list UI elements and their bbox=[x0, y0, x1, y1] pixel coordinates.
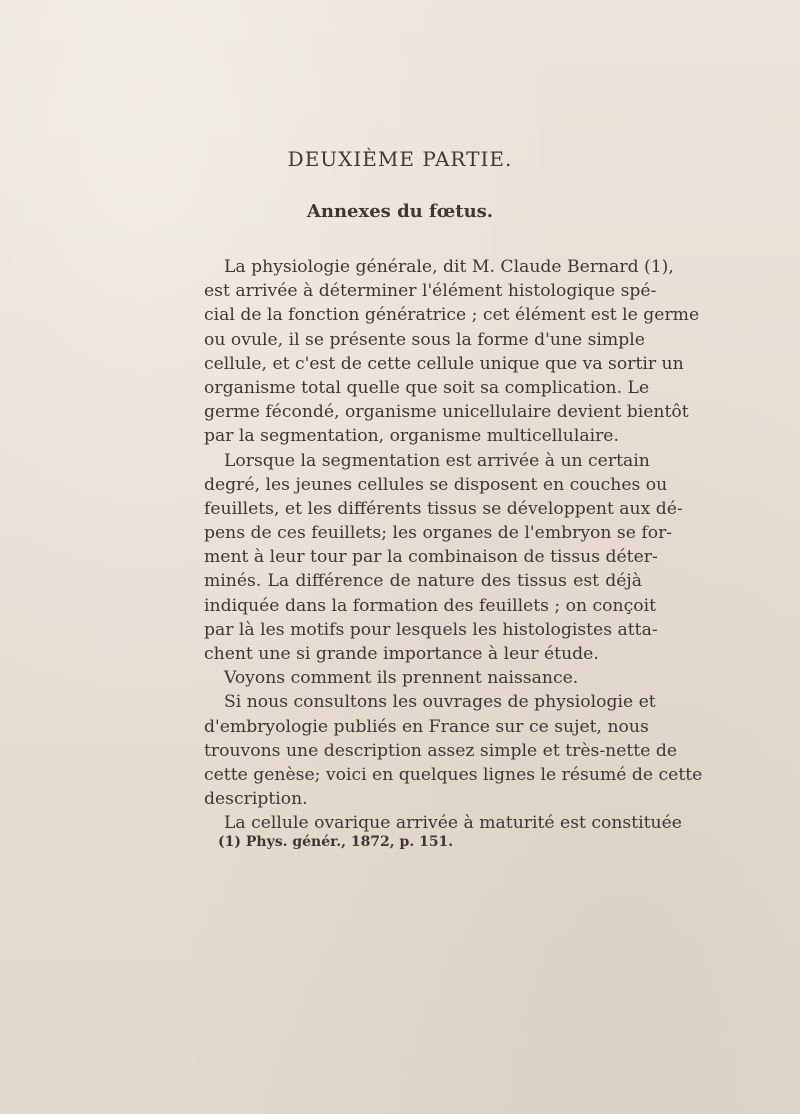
text-line: d'embryologie publiés en France sur ce sujet, nous bbox=[204, 716, 649, 737]
text-line: indiquée dans la formation des feuillets ; on conçoit bbox=[204, 595, 656, 616]
text-line: cial de la fonction génératrice ; cet élément est le germe bbox=[204, 305, 700, 326]
text-line: Si nous consultons les ouvrages de physiologie et bbox=[224, 692, 656, 713]
text-line: feuillets, et les différents tissus se développent aux dé- bbox=[204, 498, 683, 519]
text-line: cette genèse; voici en quelques lignes le résumé de cette bbox=[204, 764, 703, 785]
text-line: description. bbox=[204, 789, 308, 810]
text-line: est arrivée à déterminer l'élément histologique spé- bbox=[204, 281, 657, 302]
text-line: Lorsque la segmentation est arrivée à un certain bbox=[224, 450, 650, 471]
text-line: La cellule ovarique arrivée à maturité est constituée bbox=[224, 813, 682, 834]
footnote: (1) Phys. génér., 1872, p. 151. bbox=[218, 834, 454, 850]
text-line: degré, les jeunes cellules se disposent en couches ou bbox=[204, 474, 668, 495]
text-line: chent une si grande importance à leur étude. bbox=[204, 644, 599, 664]
section-title: Annexes du fœtus. bbox=[306, 201, 494, 222]
text-line: pens de ces feuillets; les organes de l'embryon se for- bbox=[204, 523, 673, 544]
text-line: Voyons comment ils prennent naissance. bbox=[224, 668, 579, 689]
text-line: cellule, et c'est de cette cellule unique que va sortir un bbox=[204, 353, 684, 374]
text-line: par la segmentation, organisme multicellulaire. bbox=[204, 426, 619, 447]
text-line: germe fécondé, organisme unicellulaire devient bientôt bbox=[204, 402, 689, 423]
text-line: par là les motifs pour lesquels les histologistes atta- bbox=[204, 619, 658, 640]
text-line: ou ovule, il se présente sous la forme d'une simple bbox=[204, 329, 645, 350]
text-line: organisme total quelle que soit sa complication. Le bbox=[204, 377, 650, 398]
text-line: La physiologie générale, dit M. Claude Bernard (1), bbox=[224, 257, 674, 277]
text-line: trouvons une description assez simple et très-nette de bbox=[204, 740, 678, 761]
body-text bbox=[204, 255, 703, 836]
text-line: minés. La différence de nature des tissus est déjà bbox=[204, 571, 642, 592]
text-line: ment à leur tour par la combinaison de tissus déter- bbox=[204, 547, 658, 568]
part-title: DEUXIÈME PARTIE. bbox=[287, 147, 513, 171]
